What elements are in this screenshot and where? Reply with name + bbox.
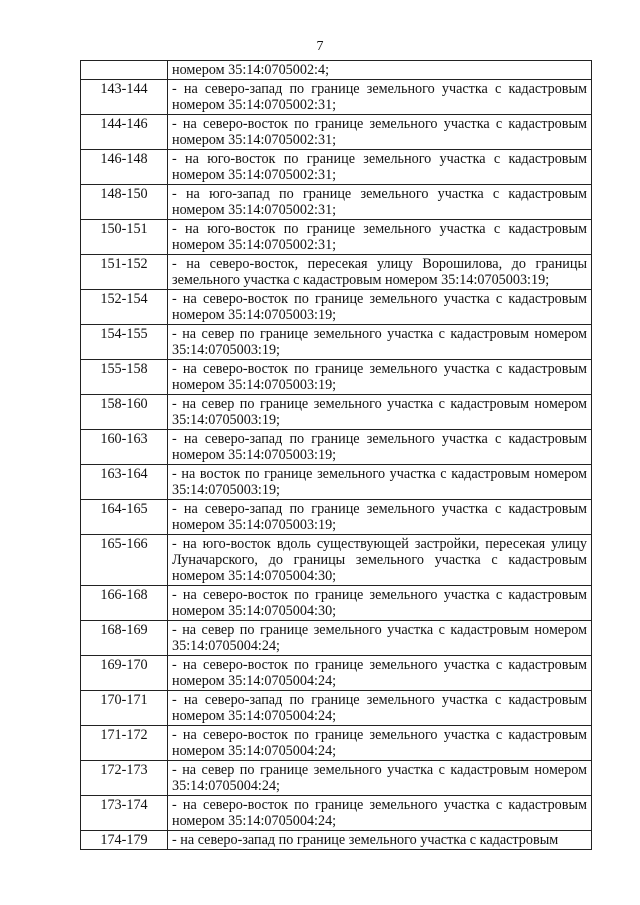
description-cell xyxy=(168,796,592,831)
segment-cell: 163-164 xyxy=(81,465,168,500)
segment-cell: 155-158 xyxy=(81,360,168,395)
segment-cell: 152-154 xyxy=(81,290,168,325)
description-cell xyxy=(168,430,592,465)
description-text: - на север по границе земельного участка с кадастровым номером 35:14:0705003:19; xyxy=(172,326,587,358)
segment-cell: 173-174 xyxy=(81,796,168,831)
table-row xyxy=(81,115,592,150)
segment-cell: 146-148 xyxy=(81,150,168,185)
segment-cell: 154-155 xyxy=(81,325,168,360)
description-cell xyxy=(168,61,592,80)
table-row xyxy=(81,831,592,850)
table-row xyxy=(81,290,592,325)
description-text: - на северо-восток по границе земельного участка с кадастровым номером 35:14:0705004:24; xyxy=(172,797,587,829)
description-text: - на северо-восток по границе земельного участка с кадастровым номером 35:14:0705002:31; xyxy=(172,116,587,148)
description-text: - на северо-восток, пересекая улицу Ворошилова, до границы земельного участка с кадастровым номером 35:14:0705003:19; xyxy=(172,256,587,288)
boundary-description-table xyxy=(80,60,592,850)
description-text: - на северо-запад по границе земельного участка с кадастровым номером 35:14:0705004:24; xyxy=(172,692,587,724)
description-text: - на восток по границе земельного участка с кадастровым номером 35:14:0705003:19; xyxy=(172,466,587,498)
description-cell xyxy=(168,831,592,850)
description-cell xyxy=(168,535,592,586)
table-row xyxy=(81,796,592,831)
segment-cell: 165-166 xyxy=(81,535,168,586)
page-number: 7 xyxy=(316,39,324,54)
description-cell xyxy=(168,220,592,255)
description-cell xyxy=(168,185,592,220)
table-row xyxy=(81,395,592,430)
segment-cell: 143-144 xyxy=(81,80,168,115)
segment-cell: 174-179 xyxy=(81,831,168,850)
description-cell xyxy=(168,656,592,691)
table-row xyxy=(81,255,592,290)
description-cell xyxy=(168,150,592,185)
description-text: - на юго-восток по границе земельного участка с кадастровым номером 35:14:0705002:31; xyxy=(172,221,587,253)
description-cell xyxy=(168,621,592,656)
description-cell xyxy=(168,290,592,325)
table-row xyxy=(81,150,592,185)
table-row xyxy=(81,61,592,80)
description-cell xyxy=(168,80,592,115)
description-text: - на северо-запад по границе земельного участка с кадастровым xyxy=(172,832,559,848)
table-row xyxy=(81,586,592,621)
segment-cell: 151-152 xyxy=(81,255,168,290)
description-text: - на северо-восток по границе земельного участка с кадастровым номером 35:14:0705004:24; xyxy=(172,727,587,759)
segment-cell: 166-168 xyxy=(81,586,168,621)
table-row xyxy=(81,360,592,395)
table-row xyxy=(81,185,592,220)
description-cell xyxy=(168,726,592,761)
description-cell xyxy=(168,500,592,535)
table-row xyxy=(81,465,592,500)
segment-cell: 170-171 xyxy=(81,691,168,726)
description-cell xyxy=(168,255,592,290)
table-row xyxy=(81,535,592,586)
description-text: - на северо-запад по границе земельного участка с кадастровым номером 35:14:0705003:19; xyxy=(172,431,587,463)
segment-cell: 171-172 xyxy=(81,726,168,761)
segment-cell xyxy=(81,61,168,80)
description-cell xyxy=(168,360,592,395)
description-text: номером 35:14:0705002:4; xyxy=(172,62,330,78)
description-text: - на север по границе земельного участка с кадастровым номером 35:14:0705004:24; xyxy=(172,762,587,794)
table-row xyxy=(81,656,592,691)
description-text: - на северо-восток по границе земельного участка с кадастровым номером 35:14:0705003:19; xyxy=(172,291,587,323)
description-text: - на северо-запад по границе земельного участка с кадастровым номером 35:14:0705003:19; xyxy=(172,501,587,533)
description-text: - на северо-восток по границе земельного участка с кадастровым номером 35:14:0705003:19; xyxy=(172,361,587,393)
segment-cell: 169-170 xyxy=(81,656,168,691)
table-row xyxy=(81,726,592,761)
table-row xyxy=(81,80,592,115)
description-cell xyxy=(168,691,592,726)
description-cell xyxy=(168,395,592,430)
table-row xyxy=(81,325,592,360)
description-cell xyxy=(168,115,592,150)
segment-cell: 148-150 xyxy=(81,185,168,220)
segment-cell: 158-160 xyxy=(81,395,168,430)
segment-cell: 168-169 xyxy=(81,621,168,656)
description-cell xyxy=(168,586,592,621)
table-row xyxy=(81,761,592,796)
description-cell xyxy=(168,761,592,796)
table-row xyxy=(81,691,592,726)
description-text: - на юго-восток вдоль существующей застройки, пересекая улицу Луначарского, до границы земельного участка с кадастровым номером 35:14:0705004:30; xyxy=(172,536,587,584)
segment-cell: 150-151 xyxy=(81,220,168,255)
segment-cell: 172-173 xyxy=(81,761,168,796)
description-text: - на северо-восток по границе земельного участка с кадастровым номером 35:14:0705004:30; xyxy=(172,587,587,619)
segment-cell: 144-146 xyxy=(81,115,168,150)
description-cell xyxy=(168,325,592,360)
table-row xyxy=(81,220,592,255)
description-cell xyxy=(168,465,592,500)
description-text: - на юго-восток по границе земельного участка с кадастровым номером 35:14:0705002:31; xyxy=(172,151,587,183)
segment-cell: 164-165 xyxy=(81,500,168,535)
segment-cell: 160-163 xyxy=(81,430,168,465)
description-text: - на северо-запад по границе земельного участка с кадастровым номером 35:14:0705002:31; xyxy=(172,81,587,113)
description-text: - на северо-восток по границе земельного участка с кадастровым номером 35:14:0705004:24; xyxy=(172,657,587,689)
description-text: - на юго-запад по границе земельного участка с кадастровым номером 35:14:0705002:31; xyxy=(172,186,587,218)
description-text: - на север по границе земельного участка с кадастровым номером 35:14:0705004:24; xyxy=(172,622,587,654)
description-text: - на север по границе земельного участка с кадастровым номером 35:14:0705003:19; xyxy=(172,396,587,428)
table-row xyxy=(81,621,592,656)
table-row xyxy=(81,430,592,465)
table-row xyxy=(81,500,592,535)
